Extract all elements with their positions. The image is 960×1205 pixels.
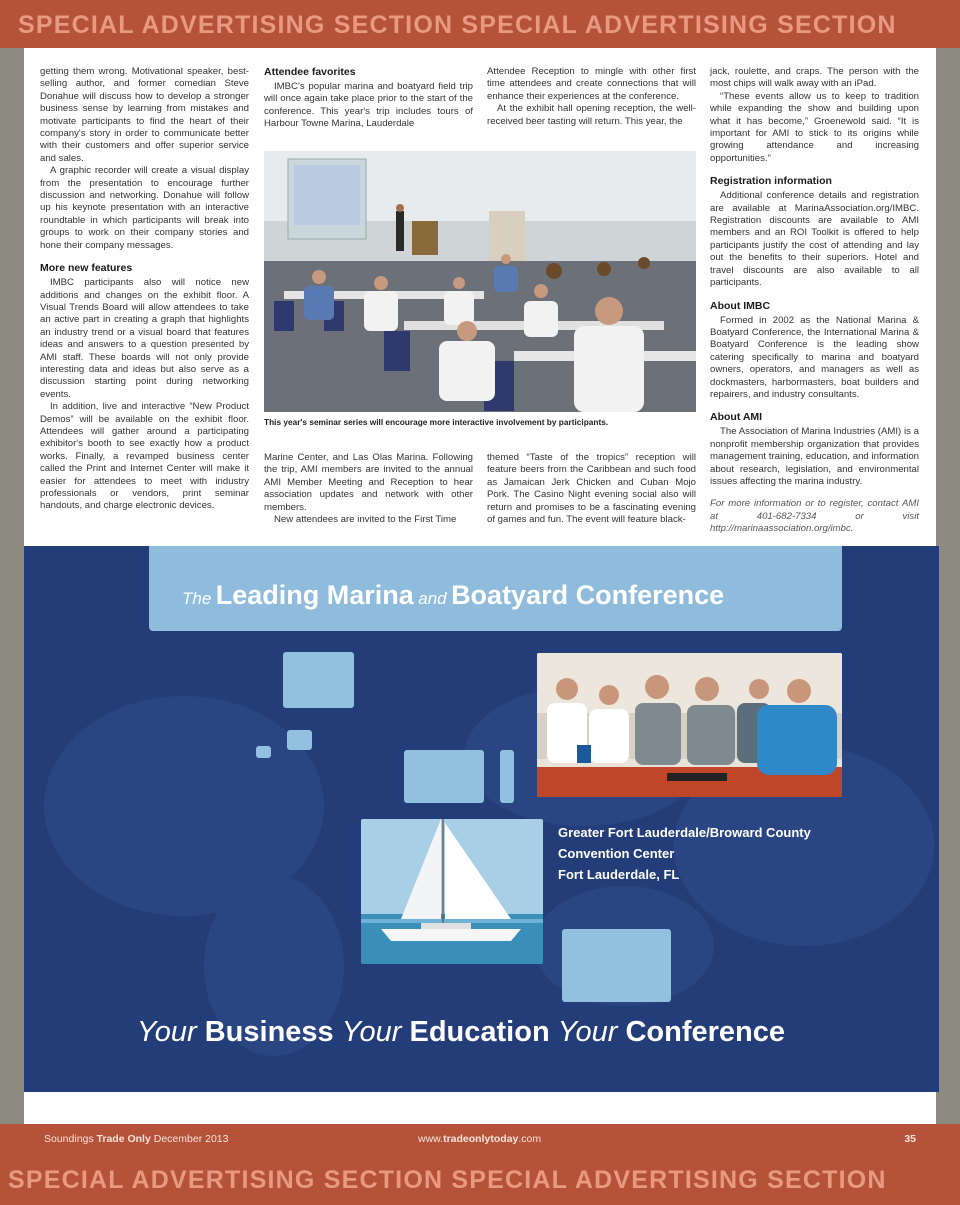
seminar-photo-illustration — [264, 151, 696, 412]
ad-header-bar — [149, 546, 842, 631]
article-paragraph: New attendees are invited to the First Time — [274, 514, 457, 526]
article-column-3-bottom — [487, 452, 696, 526]
article-column-2-top — [264, 66, 473, 131]
article-column-2-bottom — [264, 452, 473, 526]
venue-line-1: Greater Fort Lauderdale/Broward County — [558, 825, 811, 840]
article-column-4 — [710, 66, 919, 536]
seminar-photo — [264, 151, 696, 412]
url-domain: tradeonlytoday — [443, 1133, 519, 1145]
pub-name: Trade Only — [96, 1133, 151, 1145]
section-heading-about-imbc: About IMBC — [710, 299, 771, 312]
article-paragraph: A graphic recorder will create a visual display from the presentation to encourage further discussion and networking. Donahue will follow up his keynote presentation with an interactive roundtable in which participants will break into groups to work on their company stories and hone their company messages. — [40, 165, 249, 251]
page-number: 35 — [904, 1133, 916, 1145]
decor-square — [500, 750, 514, 803]
bottom-banner-text: SPECIAL ADVERTISING SECTION SPECIAL ADVERTISING SECTION — [8, 1166, 887, 1194]
article-paragraph: themed “Taste of the tropics” reception will feature beers from the Caribbean and such food as Jamaican Jerk Chicken and Cuban Mojo Pork. The Casino Night evening social also will return and promises to be a fascinating evening of games and fun. The event will feature black- — [487, 452, 696, 526]
article-paragraph: Marine Center, and Las Olas Marina. Following the trip, AMI members are invited to the annual AMI Member Meeting and Reception to hear association updates and network with other members. — [264, 452, 473, 513]
article-paragraph: jack, roulette, and craps. The person with the most chips will walk away with an iPad. — [710, 66, 919, 90]
contact-info: For more information or to register, contact AMI at 401-682-7334 or visit http://marinaassociation.org/imbc. — [710, 498, 919, 535]
bottom-banner — [0, 1152, 960, 1205]
ad-headline — [182, 580, 724, 611]
article-paragraph: getting them wrong. Motivational speaker, best-selling author, and former comedian Steve Donahue will discuss how to develop a stronger business sense by learning from mistakes and motivate participants to find the heart of their company's story in order to communicate better with their customers and offer superior service and sales. — [40, 66, 249, 164]
venue-line-2: Convention Center — [558, 846, 675, 861]
headline-the: The — [182, 589, 212, 608]
sailboat-photo — [361, 819, 543, 964]
decor-square — [256, 746, 271, 758]
article-paragraph: At the exhibit hall opening reception, the well-received beer tasting will return. This year, the — [487, 103, 696, 127]
conference-advertisement — [24, 546, 939, 1092]
headline-boatyard-conference: Boatyard Conference — [451, 580, 725, 610]
website-url — [418, 1133, 541, 1145]
ad-tagline — [137, 1016, 785, 1049]
section-heading-attendee-favorites: Attendee favorites — [264, 66, 356, 78]
venue-line-3: Fort Lauderdale, FL — [558, 867, 680, 882]
venue-info — [558, 822, 811, 885]
url-prefix: www. — [418, 1133, 444, 1145]
url-suffix: .com — [518, 1133, 542, 1145]
section-heading-registration: Registration information — [710, 175, 832, 188]
top-banner-text: SPECIAL ADVERTISING SECTION SPECIAL ADVERTISING SECTION — [18, 11, 897, 39]
article-column-3-top — [487, 66, 696, 128]
tagline-conference: Conference — [625, 1016, 785, 1048]
sailboat-illustration — [361, 819, 543, 964]
headline-and: and — [418, 589, 447, 608]
tagline-education: Education — [409, 1016, 550, 1048]
decor-square — [283, 652, 354, 708]
tagline-business: Business — [204, 1016, 334, 1048]
section-heading-about-ami: About AMI — [710, 411, 763, 424]
pub-prefix: Soundings — [44, 1133, 94, 1145]
magazine-page — [24, 48, 936, 1124]
article-paragraph: In addition, live and interactive “New Product Demos” will be available on the exhibit floor. Attendees will gather around a participating exhibitor's booth to see exactly how a product works. Finally, a revamped business center called the Print and Internet Center will make it easier for attendees to meet with industry professionals or vendors, print seminar handouts, and charge electronic devices. — [40, 401, 249, 512]
article-paragraph: “These events allow us to keep to tradition while expanding the show and building upon what it has become,” Groenewold said. “It is important for AMI to stick to its origins while growing attendance and increasing opportunities.” — [710, 90, 919, 164]
decor-square — [287, 730, 312, 750]
section-heading-more-new-features: More new features — [40, 262, 133, 275]
article-paragraph: Additional conference details and registration are available at MarinaAssociation.org/IMBC. Registration discounts are available to AMI members and an ROI Toolkit is offered to help participants justify the cost of attending and lay out the benefits to their superiors. Hotel and travel discounts are also available to all participants. — [710, 190, 919, 289]
article-paragraph: IMBC's popular marina and boatyard field trip will once again take place prior to the start of the conference. This year's trip includes tours of Harbour Towne Marina, Lauderdale — [264, 81, 473, 130]
decor-square — [404, 750, 484, 803]
decor-square — [562, 929, 671, 1002]
panel-photo-illustration — [537, 653, 842, 797]
tagline-your-3: Your — [557, 1016, 618, 1048]
article-paragraph: Attendee Reception to mingle with other first time attendees and create connections that will enhance their experiences at the conference. — [487, 66, 696, 102]
article-paragraph: IMBC participants also will notice new additions and changes on the exhibit floor. A Visual Trends Board will allow attendees to take an active part in creating a graph that highlights an industry trend or a visual board that features ideas and answers to a question presented by AMI staff. These boards will not only provide interesting data and ideas but also serve as a discussion starting point during networking events. — [40, 277, 249, 400]
panel-photo — [537, 653, 842, 797]
tagline-your-2: Your — [341, 1016, 402, 1048]
article-column-1 — [40, 66, 249, 513]
publication-info — [44, 1133, 228, 1145]
pub-date: December 2013 — [153, 1133, 229, 1145]
article-paragraph: Formed in 2002 as the National Marina & Boatyard Conference, the International Marina & Boatyard Conference is the leading show catering specifically to marina and boatyard owners, operators, and managers as well as dockmasters, harbormasters, boat builders and repairers, and industry consultants. — [710, 314, 919, 400]
headline-leading-marina: Leading Marina — [215, 580, 414, 610]
top-banner — [0, 0, 960, 48]
tagline-your-1: Your — [137, 1016, 197, 1048]
article-paragraph: The Association of Marina Industries (AMI) is a nonprofit membership organization that provides management training, education, and information about research, legislation, and environmental issues affecting the marina industry. — [710, 426, 919, 487]
photo-caption: This year's seminar series will encourage more interactive involvement by participants. — [264, 417, 609, 427]
